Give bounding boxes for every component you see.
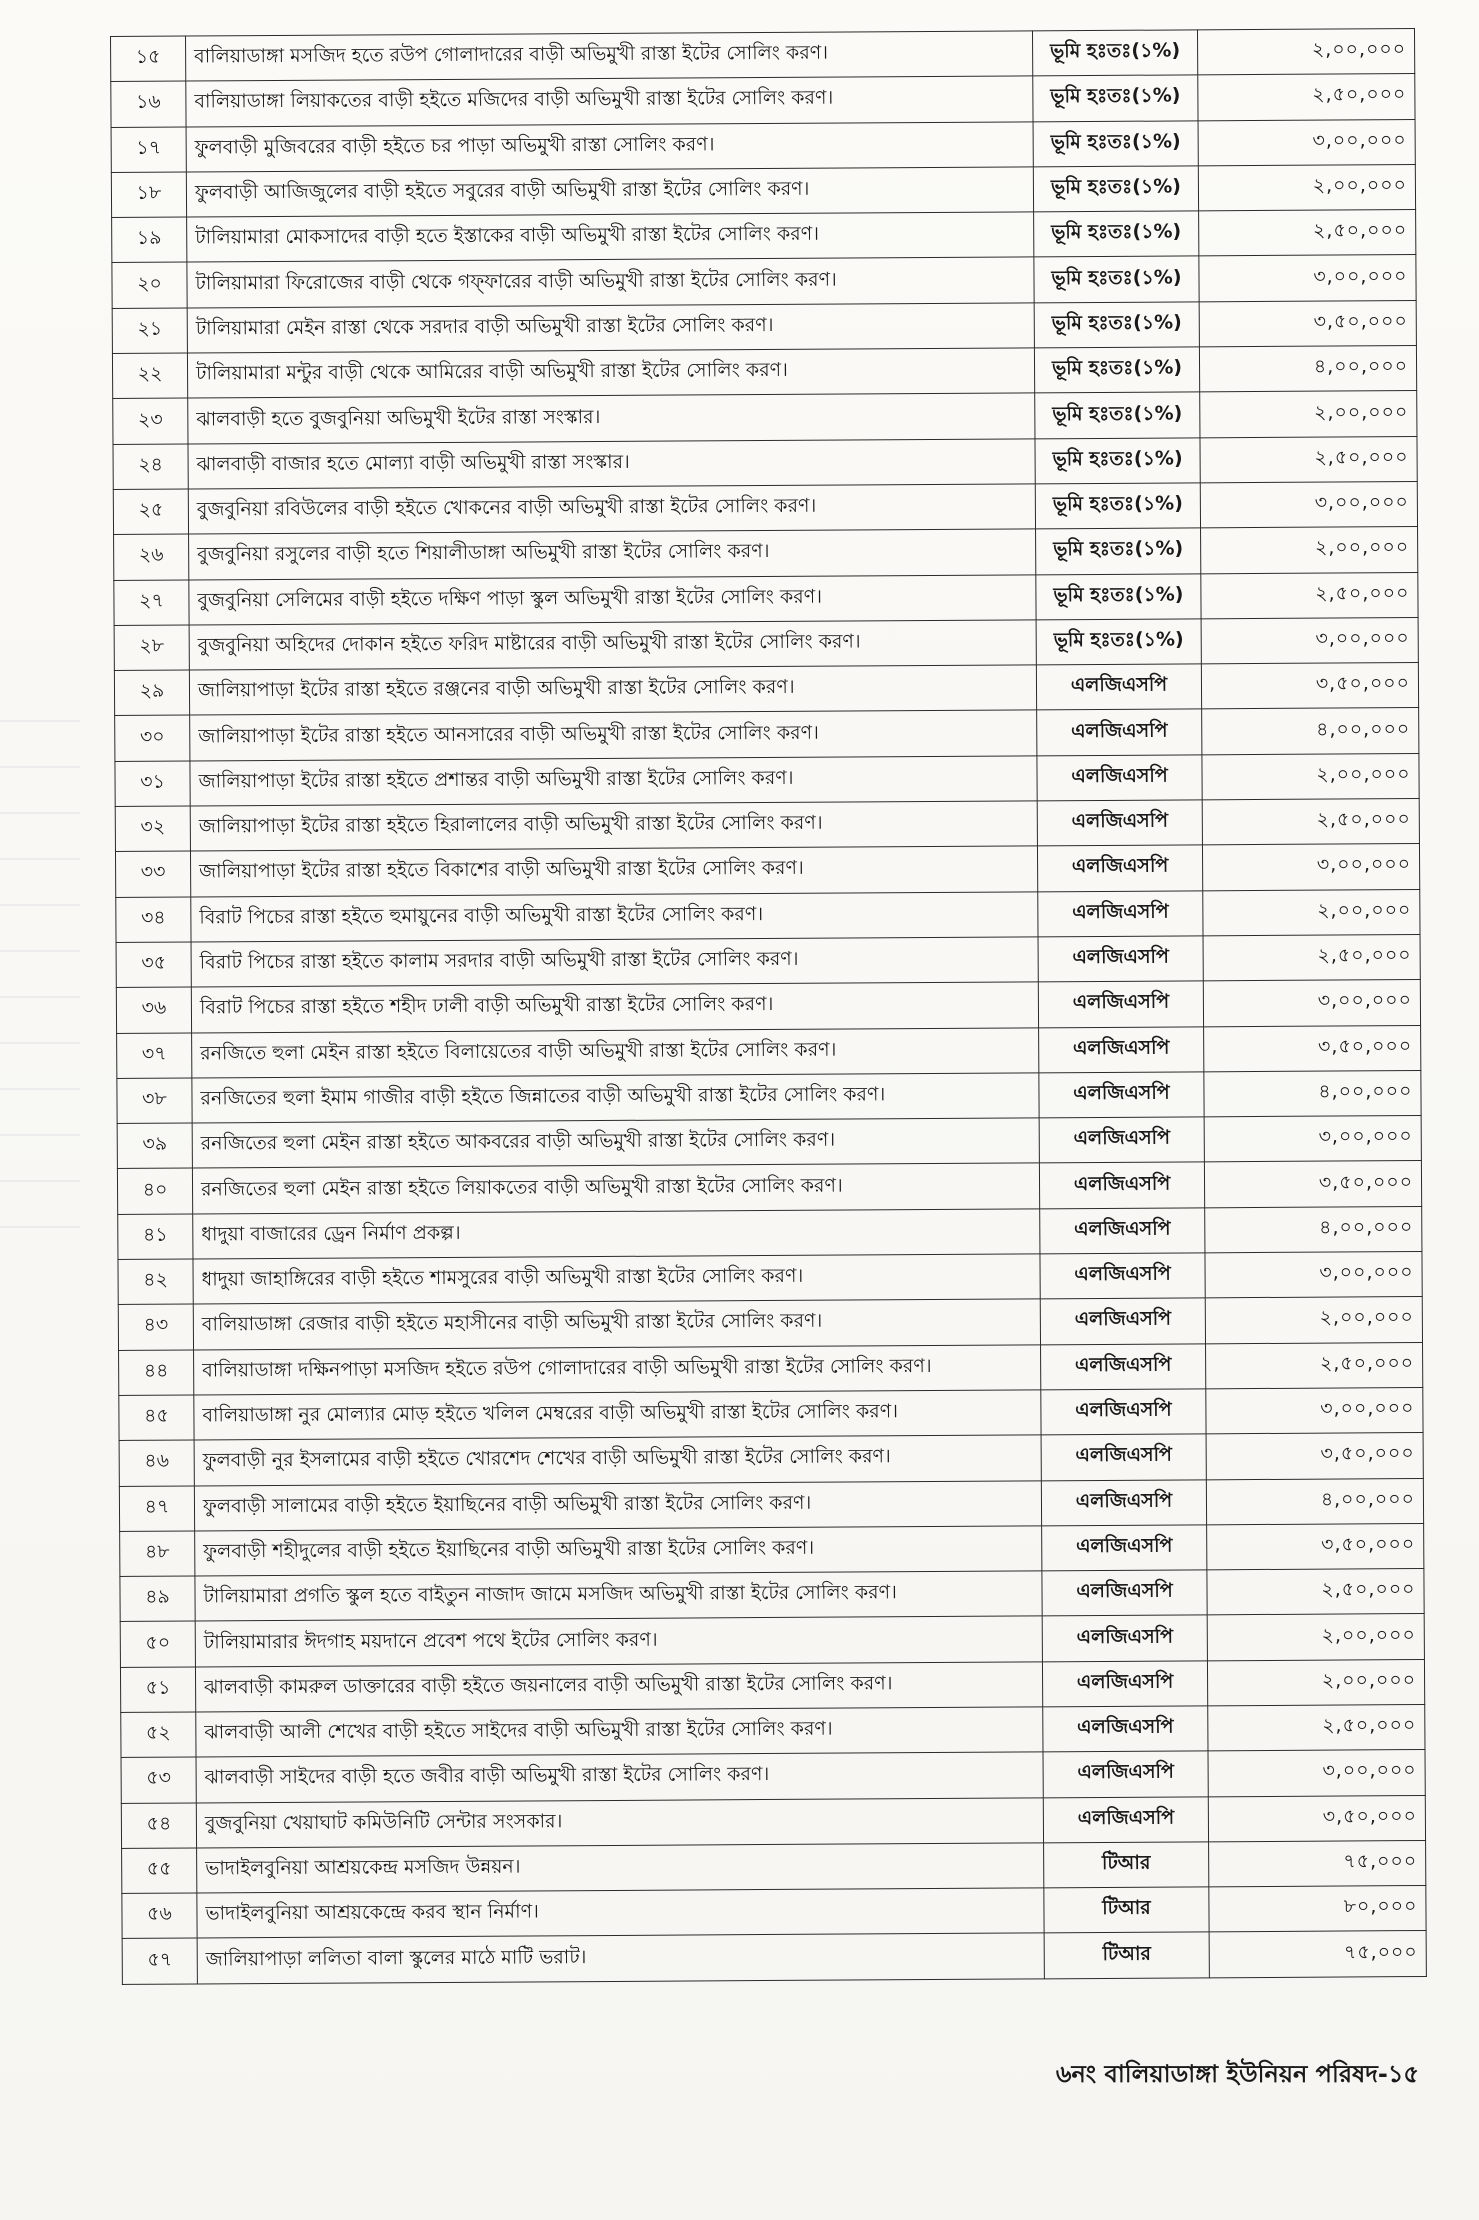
- serial-number: ৫৩: [121, 1757, 196, 1803]
- project-description: বুজবুনিয়া খেয়াঘাট কমিউনিটি সেন্টার সংসকার।: [196, 1797, 1043, 1847]
- funding-source: ভূমি হঃতঃ(১%): [1035, 392, 1200, 438]
- project-description: টালিয়ামারা প্রগতি স্কুল হতে বাইতুন নাজাদ জামে মসজিদ অভিমুখী রাস্তা ইটের সোলিং করণ।: [195, 1571, 1042, 1621]
- project-description: ফুলবাড়ী মুজিবরের বাড়ী হইতে চর পাড়া অভিমুখী রাস্তা সোলিং করণ।: [186, 121, 1033, 171]
- serial-number: ১৫: [111, 36, 186, 82]
- amount: ৩,০০,০০০: [1206, 1387, 1423, 1434]
- project-description: ফুলবাড়ী নুর ইসলামের বাড়ী হইতে খোরশেদ শেখের বাড়ী অভিমুখী রাস্তা ইটের সোলিং করণ।: [194, 1435, 1041, 1485]
- amount: ৩,০০,০০০: [1203, 980, 1420, 1027]
- serial-number: ২৭: [114, 580, 189, 626]
- amount: ২,৫০,০০০: [1206, 1342, 1423, 1389]
- funding-source: এলজিএসপি: [1042, 1525, 1207, 1571]
- funding-source: এলজিএসপি: [1038, 936, 1203, 982]
- amount: ৩,০০,০০০: [1208, 1750, 1425, 1797]
- project-table-body: [111, 29, 1427, 1985]
- table-row: [111, 119, 1415, 172]
- funding-source: এলজিএসপি: [1040, 1253, 1205, 1299]
- project-description: ঝালবাড়ী বাজার হতে মোল্যা বাড়ী অভিমুখী রাস্তা সংস্কার।: [188, 439, 1035, 489]
- serial-number: ২৩: [113, 398, 188, 444]
- funding-source: ভূমি হঃতঃ(১%): [1036, 528, 1201, 574]
- amount: ২,০০,০০০: [1207, 1659, 1424, 1706]
- table-row: [115, 799, 1419, 852]
- funding-source: এলজিএসপি: [1039, 1072, 1204, 1118]
- table-row: [116, 934, 1420, 987]
- serial-number: ৪৭: [119, 1486, 194, 1532]
- serial-number: ৪০: [117, 1168, 192, 1214]
- amount: ২,০০,০০০: [1202, 753, 1419, 800]
- amount: ২,০০,০০০: [1200, 391, 1417, 438]
- serial-number: ৫২: [121, 1712, 196, 1758]
- funding-source: ভূমি হঃতঃ(১%): [1034, 302, 1199, 348]
- table-row: [121, 1750, 1425, 1803]
- project-description: রনজিতের হুলা ইমাম গাজীর বাড়ী হইতে জিন্নাতের বাড়ী অভিমুখী রাস্তা ইটের সোলিং করণ।: [192, 1073, 1039, 1123]
- funding-source: এলজিএসপি: [1042, 1615, 1207, 1661]
- table-row: [114, 617, 1418, 670]
- amount: ৪,০০,০০০: [1205, 1206, 1422, 1253]
- amount: ৩,০০,০০০: [1205, 1252, 1422, 1299]
- project-description: টালিয়ামারার ঈদগাহ ময়দানে প্রবেশ পথে ইটের সোলিং করণ।: [195, 1616, 1042, 1666]
- amount: ২,৫০,০০০: [1203, 934, 1420, 981]
- project-description: ঝালবাড়ী হতে বুজবুনিয়া অভিমুখী ইটের রাস্তা সংস্কার।: [188, 393, 1035, 443]
- amount: ২,০০,০০০: [1205, 1297, 1422, 1344]
- table-row: [115, 844, 1419, 897]
- project-description: বুজবুনিয়া সেলিমের বাড়ী হইতে দক্ষিণ পাড়া স্কুল অভিমুখী রাস্তা ইটের সোলিং করণ।: [189, 574, 1036, 624]
- table-row: [118, 1252, 1422, 1305]
- table-row: [112, 346, 1416, 399]
- funding-source: এলজিএসপি: [1043, 1706, 1208, 1752]
- table-row: [120, 1569, 1424, 1622]
- amount: ৩,৫০,০০০: [1199, 300, 1416, 347]
- table-row: [117, 1025, 1421, 1078]
- amount: ২,০০,০০০: [1201, 527, 1418, 574]
- project-description: ঝালবাড়ী কামরুল ডাক্তারের বাড়ী হইতে জয়নালের বাড়ী অভিমুখী রাস্তা ইটের সোলিং করণ।: [195, 1662, 1042, 1712]
- serial-number: ৩৩: [115, 851, 190, 897]
- amount: ২,৫০,০০০: [1199, 210, 1416, 257]
- project-description: জালিয়াপাড়া ইটের রাস্তা হইতে আনসারের বাড়ী অভিমুখী রাস্তা ইটের সোলিং করণ।: [190, 710, 1037, 760]
- funding-source: এলজিএসপি: [1037, 800, 1202, 846]
- serial-number: ৫৬: [122, 1893, 197, 1939]
- project-description: ধাদুয়া জাহাঙ্গিরের বাড়ী হইতে শামসুরের বাড়ী অভিমুখী রাস্তা ইটের সোলিং করণ।: [193, 1254, 1040, 1304]
- table-row: [114, 572, 1418, 625]
- project-description: টালিয়ামারা ফিরোজের বাড়ী থেকে গফ্‌ফারের বাড়ী অভিমুখী রাস্তা ইটের সোলিং করণ।: [187, 257, 1034, 307]
- funding-source: এলজিএসপি: [1039, 1117, 1204, 1163]
- project-description: ধাদুয়া বাজারের ড্রেন নির্মাণ প্রকল্প।: [193, 1209, 1040, 1259]
- table-row: [112, 255, 1416, 308]
- funding-source: ভূমি হঃতঃ(১%): [1033, 120, 1198, 166]
- amount: ৩,০০,০০০: [1199, 255, 1416, 302]
- table-row: [111, 164, 1415, 217]
- serial-number: ৩৫: [116, 942, 191, 988]
- serial-number: ৩০: [115, 715, 190, 761]
- serial-number: ৪৪: [119, 1350, 194, 1396]
- project-description: বিরাট পিচের রাস্তা হইতে শহীদ ঢালী বাড়ী অভিমুখী রাস্তা ইটের সোলিং করণ।: [191, 982, 1038, 1032]
- table-row: [111, 29, 1415, 82]
- amount: ৩,৫০,০০০: [1204, 1161, 1421, 1208]
- amount: ৩,৫০,০০০: [1204, 1025, 1421, 1072]
- serial-number: ৪৫: [119, 1395, 194, 1441]
- project-description: বুজবুনিয়া রবিউলের বাড়ী হইতে খোকনের বাড়ী অভিমুখী রাস্তা ইটের সোলিং করণ।: [188, 484, 1035, 534]
- funding-source: এলজিএসপি: [1039, 1162, 1204, 1208]
- funding-source: এলজিএসপি: [1036, 664, 1201, 710]
- project-description: রনজিতের হুলা মেইন রাস্তা হইতে আকবরের বাড়ী অভিমুখী রাস্তা ইটের সোলিং করণ।: [192, 1118, 1039, 1168]
- serial-number: ২২: [112, 353, 187, 399]
- project-description: জালিয়াপাড়া ইটের রাস্তা হইতে হিরালালের বাড়ী অভিমুখী রাস্তা ইটের সোলিং করণ।: [190, 801, 1037, 851]
- serial-number: ৩৬: [116, 987, 191, 1033]
- project-description: টালিয়ামারা মন্টুর বাড়ী থেকে আমিরের বাড়ী অভিমুখী রাস্তা ইটের সোলিং করণ।: [187, 348, 1034, 398]
- project-description: বালিয়াডাঙ্গা লিয়াকতের বাড়ী হইতে মজিদের বাড়ী অভিমুখী রাস্তা ইটের সোলিং করণ।: [186, 76, 1033, 126]
- table-row: [112, 210, 1416, 263]
- project-description: বালিয়াডাঙ্গা দক্ষিনপাড়া মসজিদ হইতে রউপ গোলাদারের বাড়ী অভিমুখী রাস্তা ইটের সোলিং করণ।: [194, 1344, 1041, 1394]
- amount: ৩,৫০,০০০: [1208, 1795, 1425, 1842]
- funding-source: ভূমি হঃতঃ(১%): [1036, 619, 1201, 665]
- table-row: [120, 1523, 1424, 1576]
- amount: ২,০০,০০০: [1203, 889, 1420, 936]
- amount: ৩,৫০,০০০: [1207, 1523, 1424, 1570]
- project-description: টালিয়ামারা মোকসাদের বাড়ী হতে ইস্তাকের বাড়ী অভিমুখী রাস্তা ইটের সোলিং করণ।: [187, 212, 1034, 262]
- funding-source: এলজিএসপি: [1038, 981, 1203, 1027]
- table-row: [115, 708, 1419, 761]
- project-description: ফুলবাড়ী আজিজুলের বাড়ী হইতে সবুরের বাড়ী অভিমুখী রাস্তা ইটের সোলিং করণ।: [186, 167, 1033, 217]
- serial-number: ৪৬: [119, 1440, 194, 1486]
- funding-source: এলজিএসপি: [1039, 1026, 1204, 1072]
- amount: ৩,০০,০০০: [1198, 119, 1415, 166]
- serial-number: ১৬: [111, 81, 186, 127]
- table-row: [116, 889, 1420, 942]
- amount: ২,০০,০০০: [1198, 164, 1415, 211]
- amount: ৩,০০,০০০: [1204, 1116, 1421, 1163]
- table-row: [122, 1840, 1426, 1893]
- table-row: [118, 1206, 1422, 1259]
- table-row: [114, 527, 1418, 580]
- table-row: [120, 1659, 1424, 1712]
- project-description: বালিয়াডাঙ্গা নুর মোল্যার মোড় হইতে খলিল মেম্বরের বাড়ী অভিমুখী রাস্তা ইটের সোলিং করণ।: [194, 1390, 1041, 1440]
- serial-number: ৩৭: [117, 1033, 192, 1079]
- table-row: [117, 1161, 1421, 1214]
- funding-source: এলজিএসপি: [1041, 1343, 1206, 1389]
- serial-number: ৩৮: [117, 1078, 192, 1124]
- project-description: বিরাট পিচের রাস্তা হইতে কালাম সরদার বাড়ী অভিমুখী রাস্তা ইটের সোলিং করণ।: [191, 937, 1038, 987]
- table-row: [113, 436, 1417, 489]
- table-row: [117, 1116, 1421, 1169]
- amount: ৩,৫০,০০০: [1206, 1433, 1423, 1480]
- bleed-through-marks: [0, 720, 80, 1240]
- serial-number: ১৮: [111, 172, 186, 218]
- project-description: রনজিতে হুলা মেইন রাস্তা হইতে বিলায়েতের বাড়ী অভিমুখী রাস্তা ইটের সোলিং করণ।: [192, 1027, 1039, 1077]
- project-description: ভাদাইলবুনিয়া আশ্রয়কেন্দ্র মসজিদ উন্নয়ন।: [197, 1843, 1044, 1893]
- project-description: জালিয়াপাড়া ইটের রাস্তা হইতে বিকাশের বাড়ী অভিমুখী রাস্তা ইটের সোলিং করণ।: [190, 846, 1037, 896]
- amount: ৩,০০,০০০: [1202, 844, 1419, 891]
- serial-number: ৪৮: [120, 1531, 195, 1577]
- funding-source: ভূমি হঃতঃ(১%): [1034, 256, 1199, 302]
- serial-number: ৫৭: [122, 1938, 197, 1984]
- amount: ৪,০০,০০০: [1199, 346, 1416, 393]
- funding-source: এলজিএসপি: [1040, 1298, 1205, 1344]
- serial-number: ৩৪: [116, 897, 191, 943]
- funding-source: এলজিএসপি: [1043, 1751, 1208, 1797]
- serial-number: ৪২: [118, 1259, 193, 1305]
- funding-source: এলজিএসপি: [1042, 1570, 1207, 1616]
- amount: ২,৫০,০০০: [1200, 436, 1417, 483]
- serial-number: ১৭: [111, 127, 186, 173]
- funding-source: ভূমি হঃতঃ(১%): [1036, 573, 1201, 619]
- amount: ৪,০০,০০০: [1204, 1070, 1421, 1117]
- funding-source: ভূমি হঃতঃ(১%): [1035, 438, 1200, 484]
- amount: ৭৫,০০০: [1209, 1931, 1426, 1978]
- table-row: [113, 481, 1417, 534]
- amount: ২,৫০,০০০: [1208, 1704, 1425, 1751]
- serial-number: ৩৯: [117, 1123, 192, 1169]
- serial-number: ২১: [112, 308, 187, 354]
- serial-number: ৫১: [120, 1667, 195, 1713]
- funding-source: এলজিএসপি: [1043, 1796, 1208, 1842]
- table-row: [119, 1387, 1423, 1440]
- funding-source: ভূমি হঃতঃ(১%): [1034, 211, 1199, 257]
- table-row: [114, 663, 1418, 716]
- table-row: [118, 1297, 1422, 1350]
- funding-source: ভূমি হঃতঃ(১%): [1035, 483, 1200, 529]
- table-row: [119, 1478, 1423, 1531]
- funding-source: এলজিএসপি: [1041, 1434, 1206, 1480]
- amount: ২,৫০,০০০: [1201, 572, 1418, 619]
- table-row: [122, 1886, 1426, 1939]
- serial-number: ৩২: [115, 806, 190, 852]
- funding-source: ভূমি হঃতঃ(১%): [1033, 166, 1198, 212]
- serial-number: ৪১: [118, 1214, 193, 1260]
- amount: ২,৫০,০০০: [1202, 799, 1419, 846]
- page-footer: ৬নং বালিয়াডাঙ্গা ইউনিয়ন পরিষদ-১৫: [1055, 2060, 1419, 2088]
- project-description: ফুলবাড়ী সালামের বাড়ী হইতে ইয়াছিনের বাড়ী অভিমুখী রাস্তা ইটের সোলিং করণ।: [194, 1480, 1041, 1530]
- funding-source: এলজিএসপি: [1041, 1479, 1206, 1525]
- amount: ৮০,০০০: [1209, 1886, 1426, 1933]
- amount: ৩,০০,০০০: [1200, 481, 1417, 528]
- serial-number: ২৬: [114, 534, 189, 580]
- funding-source: এলজিএসপি: [1037, 709, 1202, 755]
- table-row: [117, 1070, 1421, 1123]
- table-row: [113, 391, 1417, 444]
- funding-source: ভূমি হঃতঃ(১%): [1034, 347, 1199, 393]
- amount: ২,০০,০০০: [1197, 29, 1414, 76]
- project-description: বিরাট পিচের রাস্তা হইতে হুমায়ুনের বাড়ী অভিমুখী রাস্তা ইটের সোলিং করণ।: [191, 891, 1038, 941]
- serial-number: ২০: [112, 263, 187, 309]
- amount: ২,৫০,০০০: [1198, 74, 1415, 121]
- amount: ৩,০০,০০০: [1201, 617, 1418, 664]
- table-row: [120, 1614, 1424, 1667]
- amount: ৪,০০,০০০: [1206, 1478, 1423, 1525]
- funding-source: টিআর: [1044, 1842, 1209, 1888]
- amount: ৩,৫০,০০০: [1201, 663, 1418, 710]
- amount: ২,০০,০০০: [1207, 1614, 1424, 1661]
- funding-source: এলজিএসপি: [1037, 845, 1202, 891]
- serial-number: ২৯: [114, 670, 189, 716]
- funding-source: এলজিএসপি: [1041, 1389, 1206, 1435]
- funding-source: এলজিএসপি: [1042, 1661, 1207, 1707]
- serial-number: ৩১: [115, 761, 190, 807]
- funding-source: এলজিএসপি: [1038, 890, 1203, 936]
- serial-number: ৫০: [120, 1621, 195, 1667]
- table-row: [116, 980, 1420, 1033]
- table-row: [115, 753, 1419, 806]
- table-row: [111, 74, 1415, 127]
- project-description: ঝালবাড়ী সাইদের বাড়ী হতে জবীর বাড়ী অভিমুখী রাস্তা ইটের সোলিং করণ।: [196, 1752, 1043, 1802]
- project-description: বুজবুনিয়া রসুলের বাড়ী হতে শিয়ালীডাঙ্গা অভিমুখী রাস্তা ইটের সোলিং করণ।: [189, 529, 1036, 579]
- project-description: জালিয়াপাড়া ললিতা বালা স্কুলের মাঠে মাটি ভরাট।: [197, 1933, 1044, 1983]
- project-description: জালিয়াপাড়া ইটের রাস্তা হইতে প্রশান্তর বাড়ী অভিমুখী রাস্তা ইটের সোলিং করণ।: [190, 756, 1037, 806]
- project-description: জালিয়াপাড়া ইটের রাস্তা হইতে রঞ্জনের বাড়ী অভিমুখী রাস্তা ইটের সোলিং করণ।: [189, 665, 1036, 715]
- amount: ২,৫০,০০০: [1207, 1569, 1424, 1616]
- table-row: [112, 300, 1416, 353]
- table-row: [119, 1433, 1423, 1486]
- project-description: ভাদাইলবুনিয়া আশ্রয়কেন্দ্রে করব স্থান নির্মাণ।: [197, 1888, 1044, 1938]
- table-row: [122, 1931, 1426, 1984]
- serial-number: ৪৩: [118, 1304, 193, 1350]
- project-description: টালিয়ামারা মেইন রাস্তা থেকে সরদার বাড়ী অভিমুখী রাস্তা ইটের সোলিং করণ।: [187, 303, 1034, 353]
- table-row: [121, 1704, 1425, 1757]
- project-description: বালিয়াডাঙ্গা মসজিদ হতে রউপ গোলাদারের বাড়ী অভিমুখী রাস্তা ইটের সোলিং করণ।: [186, 31, 1033, 81]
- project-table: [110, 28, 1427, 1985]
- serial-number: ২৫: [113, 489, 188, 535]
- funding-source: ভূমি হঃতঃ(১%): [1033, 75, 1198, 121]
- serial-number: ২৮: [114, 625, 189, 671]
- amount: ৪,০০,০০০: [1202, 708, 1419, 755]
- funding-source: টিআর: [1044, 1932, 1209, 1978]
- table-row: [119, 1342, 1423, 1395]
- funding-source: এলজিএসপি: [1040, 1208, 1205, 1254]
- funding-source: এলজিএসপি: [1037, 755, 1202, 801]
- project-description: বুজবুনিয়া অহিদের দোকান হইতে ফরিদ মাষ্টারের বাড়ী অভিমুখী রাস্তা ইটের সোলিং করণ।: [189, 620, 1036, 670]
- funding-source: ভূমি হঃতঃ(১%): [1032, 30, 1197, 76]
- serial-number: ১৯: [112, 217, 187, 263]
- serial-number: ৫৪: [121, 1803, 196, 1849]
- serial-number: ৫৫: [122, 1848, 197, 1894]
- project-description: ঝালবাড়ী আলী শেখের বাড়ী হইতে সাইদের বাড়ী অভিমুখী রাস্তা ইটের সোলিং করণ।: [196, 1707, 1043, 1757]
- serial-number: ২৪: [113, 444, 188, 490]
- project-description: ফুলবাড়ী শহীদুলের বাড়ী হইতে ইয়াছিনের বাড়ী অভিমুখী রাস্তা ইটের সোলিং করণ।: [195, 1526, 1042, 1576]
- funding-source: টিআর: [1044, 1887, 1209, 1933]
- amount: ৭৫,০০০: [1209, 1840, 1426, 1887]
- table-row: [121, 1795, 1425, 1848]
- project-description: রনজিতের হুলা মেইন রাস্তা হইতে লিয়াকতের বাড়ী অভিমুখী রাস্তা ইটের সোলিং করণ।: [192, 1163, 1039, 1213]
- project-description: বালিয়াডাঙ্গা রেজার বাড়ী হইতে মহাসীনের বাড়ী অভিমুখী রাস্তা ইটের সোলিং করণ।: [193, 1299, 1040, 1349]
- serial-number: ৪৯: [120, 1576, 195, 1622]
